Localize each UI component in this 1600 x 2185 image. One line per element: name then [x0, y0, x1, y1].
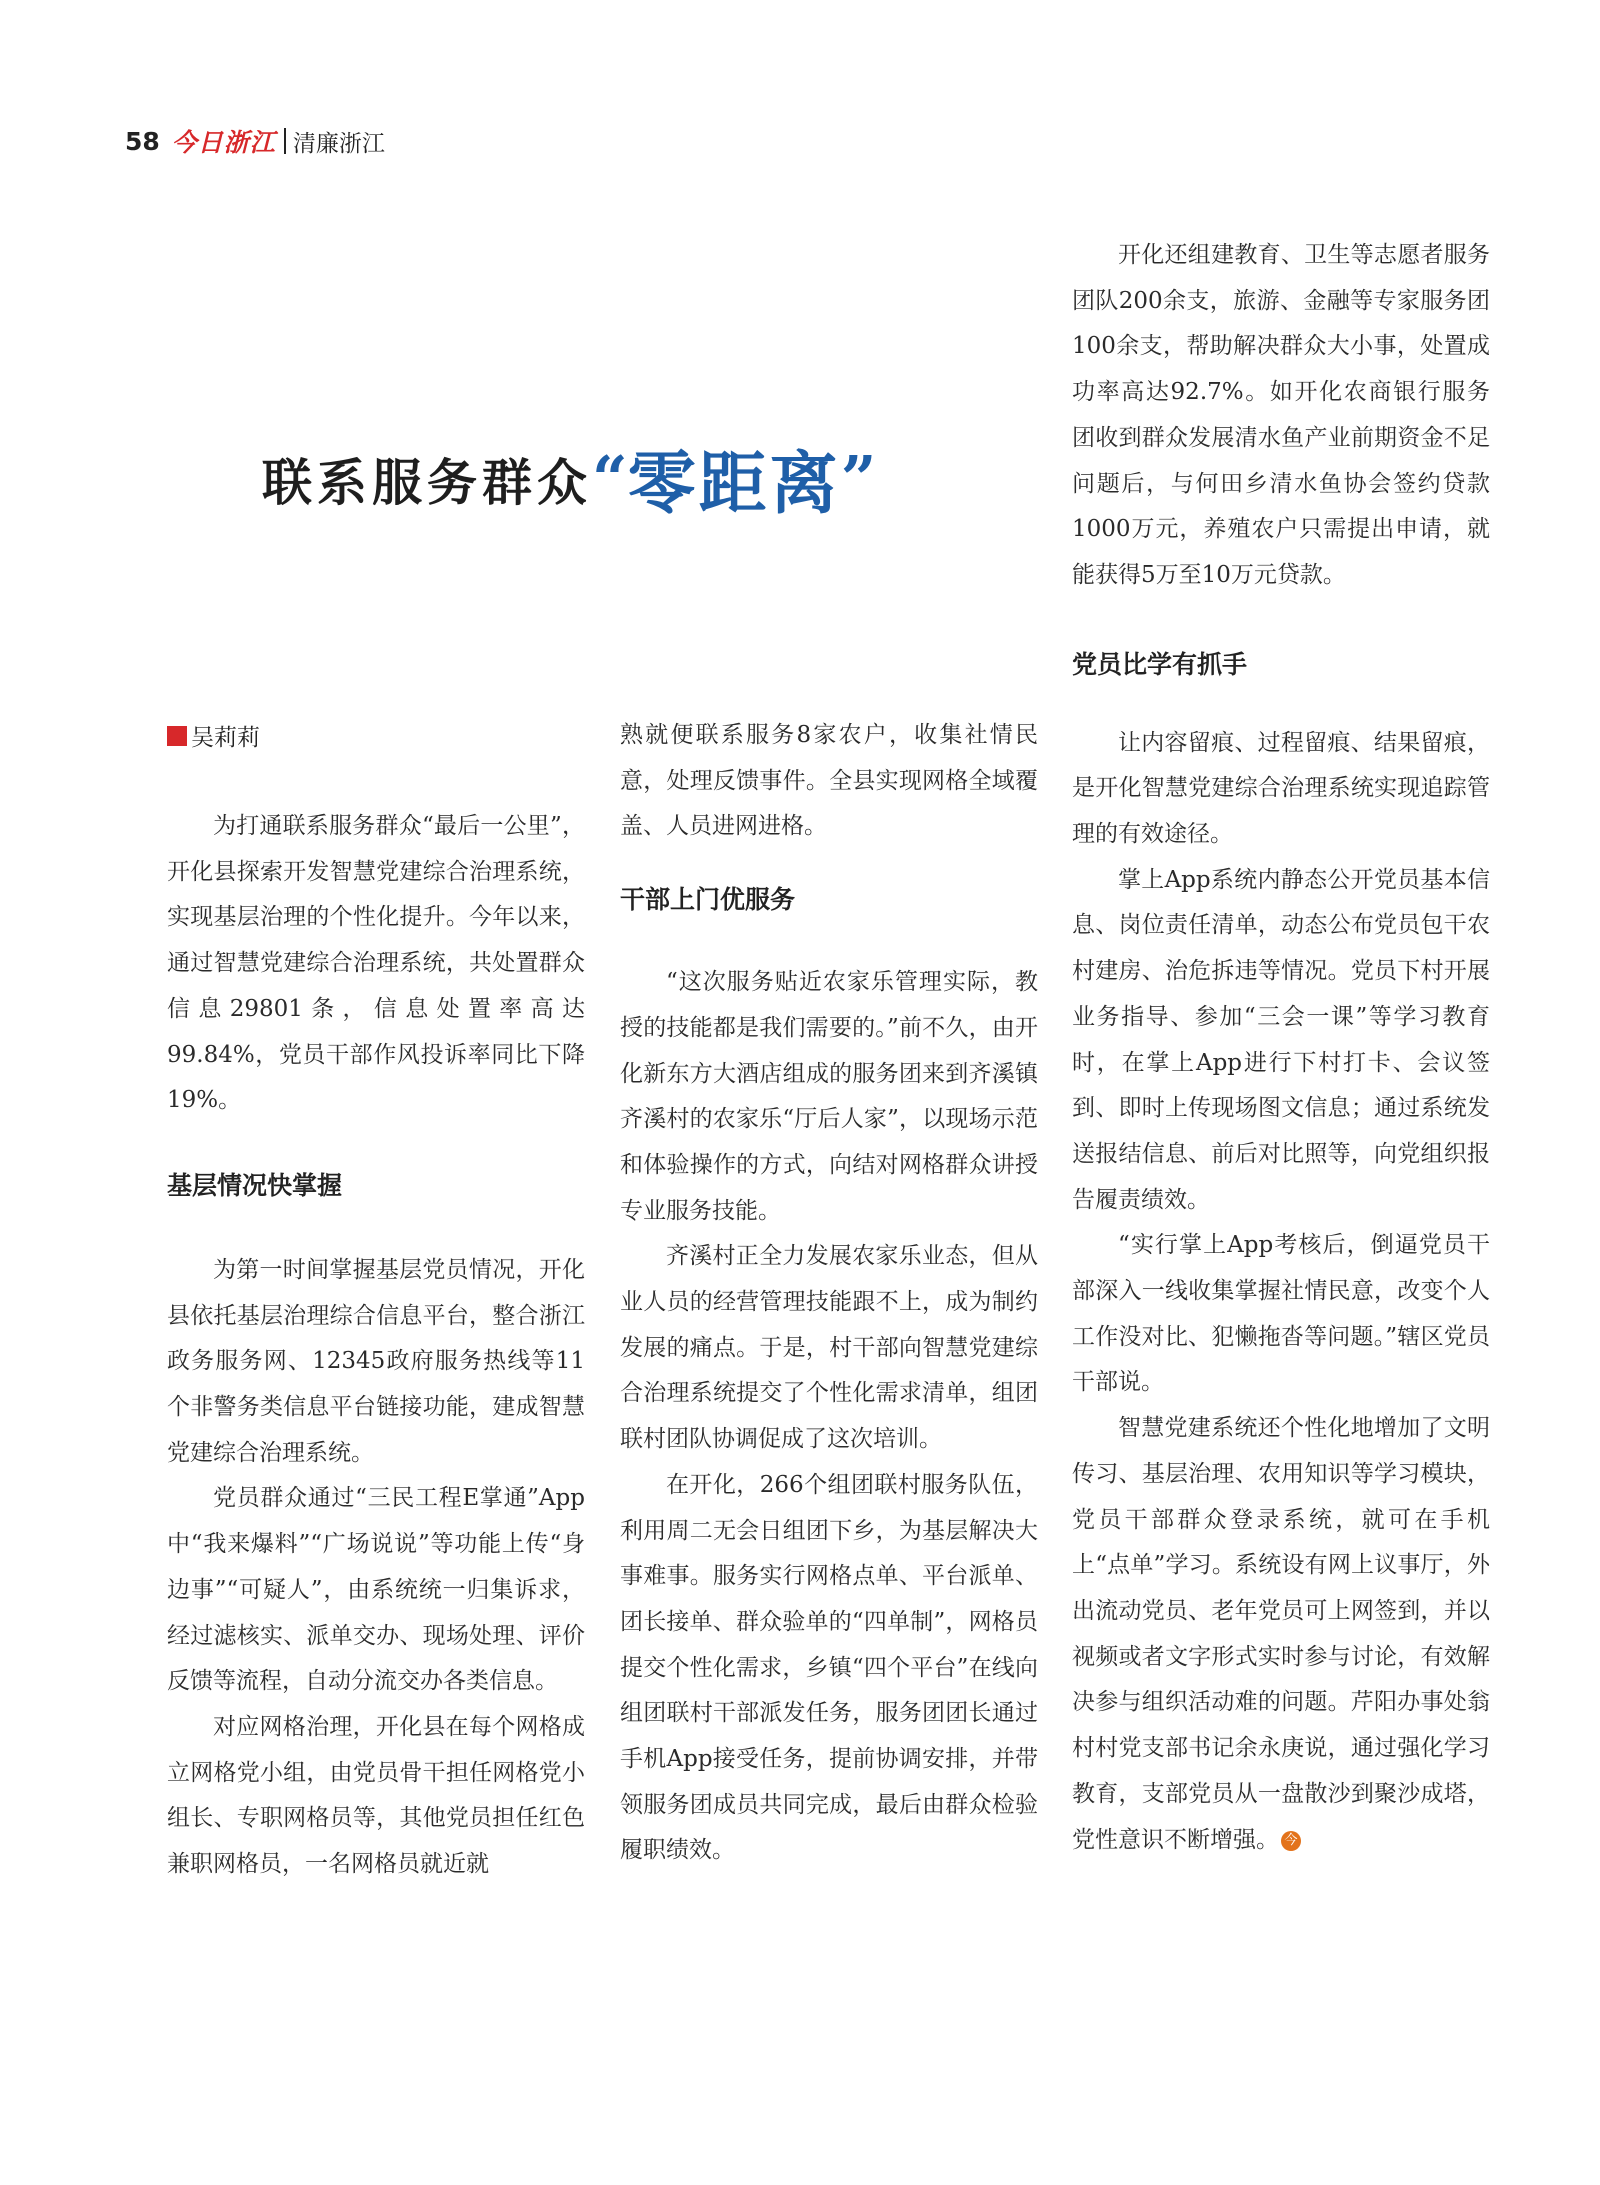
title-main: 联系服务群众	[262, 452, 592, 512]
end-mark-icon: 今	[1281, 1831, 1301, 1851]
section3-paragraph-4-text: 智慧党建系统还个性化地增加了文明传习、基层治理、农用知识等学习模块，党员干部群众登录系统，就可在手机上“点单”学习。系统设有网上议事厅，外出流动党员、老年党员可上网签到，并以视频或者文字形式实时参与讨论，有效解决参与组织活动难的问题。芹阳办事处翁村村党支部书记余永庚说，通过强化学习教育，支部党员从一盘散沙到聚沙成塔，党性意识不断增强。	[1072, 1415, 1490, 1853]
subheading-1: 基层情况快掌握	[167, 1170, 343, 1200]
intro-paragraph: 为打通联系服务群众“最后一公里”，开化县探索开发智慧党建综合治理系统，实现基层治理的个性化提升。今年以来，通过智慧党建综合治理系统，共处置群众信息29801条，信息处置率高达99.84%，党员干部作风投诉率同比下降19%。	[167, 813, 585, 1114]
byline	[167, 713, 585, 758]
section1-paragraph-2: 党员群众通过“三民工程E掌通”App中“我来爆料”“广场说说”等功能上传“身边事”“可疑人”，由系统统一归集诉求，经过滤核实、派单交办、现场处理、评价反馈等流程，自动分流交办各类信息。	[167, 1485, 585, 1695]
section3-paragraph-3: “实行掌上App考核后，倒逼党员干部深入一线收集掌握社情民意，改变个人工作没对比、犯懒拖沓等问题。”辖区党员干部说。	[1072, 1232, 1490, 1396]
section2-paragraph-3: 在开化，266个组团联村服务队伍，利用周二无会日组团下乡，为基层解决大事难事。服务实行网格点单、平台派单、团长接单、群众验单的“四单制”，网格员提交个性化需求，乡镇“四个平台”在线向组团联村干部派发任务，服务团团长通过手机App接受任务，提前协调安排，并带领服务团成员共同完成，最后由群众检验履职绩效。	[620, 1471, 1038, 1864]
section3-paragraph-2: 掌上App系统内静态公开党员基本信息、岗位责任清单，动态公布党员包干农村建房、治危拆违等情况。党员下村开展业务指导、参加“三会一课”等学习教育时，在掌上App进行下村打卡、会议签到、即时上传现场图文信息；通过系统发送报结信息、前后对比照等，向党组织报告履责绩效。	[1072, 866, 1490, 1213]
header-divider	[284, 128, 286, 154]
page-number: 58	[125, 126, 160, 156]
red-square-icon	[167, 726, 187, 746]
section-name: 清廉浙江	[292, 130, 385, 157]
magazine-logo: 今日浙江	[171, 128, 276, 157]
subheading-2: 干部上门优服务	[620, 885, 796, 915]
title-quote-close: ”	[840, 442, 877, 515]
title-highlight: 零距离	[627, 445, 841, 524]
section3-paragraph-4	[1072, 1406, 1490, 1863]
section2-paragraph-4: 开化还组建教育、卫生等志愿者服务团队200余支，旅游、金融等专家服务团100余支，帮助解决群众大小事，处置成功率高达92.7%。如开化农商银行服务团收到群众发展清水鱼产业前期资金不足问题后，与何田乡清水鱼协会签约贷款1000万元，养殖农户只需提出申请，就能获得5万至10万元贷款。	[1072, 242, 1490, 588]
subheading-3: 党员比学有抓手	[1072, 649, 1248, 679]
article-title	[262, 430, 876, 527]
section2-paragraph-1: “这次服务贴近农家乐管理实际，教授的技能都是我们需要的。”前不久，由开化新东方大酒店组成的服务团来到齐溪镇齐溪村的农家乐“厅后人家”，以现场示范和体验操作的方式，向结对网格群众讲授专业服务技能。	[620, 969, 1038, 1224]
section1-paragraph-3-continued: 熟就便联系服务8家农户，收集社情民意，处理反馈事件。全县实现网格全域覆盖、人员进网进格。	[620, 722, 1038, 840]
page-header	[125, 124, 385, 158]
column-3	[1072, 233, 1490, 1863]
column-2	[620, 713, 1038, 1874]
section1-paragraph-3: 对应网格治理，开化县在每个网格成立网格党小组，由党员骨干担任网格党小组长、专职网格员等，其他党员担任红色兼职网格员，一名网格员就近就	[167, 1713, 585, 1878]
section3-paragraph-1: 让内容留痕、过程留痕、结果留痕，是开化智慧党建综合治理系统实现追踪管理的有效途径。	[1072, 729, 1490, 848]
column-1	[167, 713, 585, 1888]
section2-paragraph-2: 齐溪村正全力发展农家乐业态，但从业人员的经营管理技能跟不上，成为制约发展的痛点。于是，村干部向智慧党建综合治理系统提交了个性化需求清单，组团联村团队协调促成了这次培训。	[620, 1243, 1038, 1453]
section1-paragraph-1: 为第一时间掌握基层党员情况，开化县依托基层治理综合信息平台，整合浙江政务服务网、12345政府服务热线等11个非警务类信息平台链接功能，建成智慧党建综合治理系统。	[167, 1256, 585, 1466]
author-name: 吴莉莉	[191, 725, 260, 751]
title-quote-open: “	[592, 442, 628, 515]
